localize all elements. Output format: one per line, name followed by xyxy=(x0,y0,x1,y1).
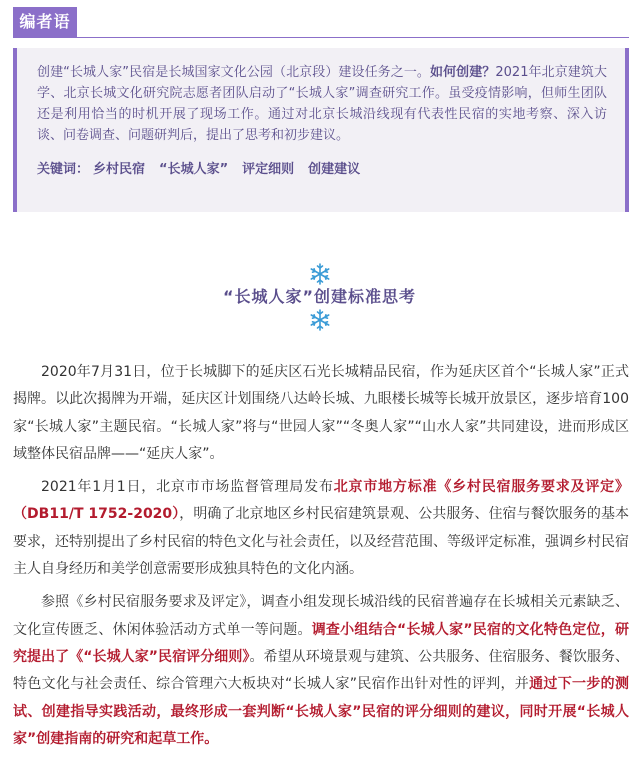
snowflake-icon xyxy=(308,308,332,332)
editor-note-box xyxy=(13,48,629,212)
editor-note-question: 如何创建？ xyxy=(429,65,496,80)
keyword-item: 创建建议 xyxy=(308,162,361,177)
highlight-text: 通过下一步的测试、创建指导实践活动，最终形成一套判断“长城人家”民宿的评分细则的建议，同时开展“长城人家”创建指南的研究和起草工作。 xyxy=(13,676,629,747)
editor-note-tag: 编者语 xyxy=(13,7,77,37)
snowflake-icon xyxy=(308,262,332,286)
keyword-item: 评定细则 xyxy=(242,162,295,177)
paragraph-text: ，明确了北京地区乡村民宿建筑景观、公共服务、住宿与餐饮服务的基本要求，还特别提出了乡村民宿的特色文化与社会责任，以及经营范围、等级评定标准，强调乡村民宿主人自身经历和美学创意需要形成独具特色的文化内涵。 xyxy=(13,506,629,578)
paragraph-text: 。希望从环境景观与建筑、公共服务、住宿服务、餐饮服务、特色文化与社会责任、综合管理六大板块对“长城人家”民宿作出针对性的评判，并 xyxy=(13,648,629,693)
editor-note-intro-1: 创建“长城人家”民宿是长城国家文化公园（北京段）建设任务之一。 xyxy=(37,65,430,80)
article-paragraph xyxy=(13,474,629,583)
keyword-item: “长城人家” xyxy=(159,162,229,177)
article-body xyxy=(13,359,629,759)
section-heading xyxy=(0,262,639,332)
article-paragraph: 2020年7月31日，位于长城脚下的延庆区石光长城精品民宿，作为延庆区首个“长城人家”正式揭牌。以此次揭牌为开端，延庆区计划围绕八达岭长城、九眼楼长城等长城开放景区，逐步培育100家“长城人家”主题民宿。“长城人家”将与“世园人家”“冬奥人家”“山水人家”共同建设，进而形成区域整体民宿品牌——“延庆人家”。 xyxy=(13,364,629,462)
keywords-label: 关键词： xyxy=(37,162,90,177)
editor-note-text xyxy=(37,62,607,146)
article-paragraph xyxy=(13,589,629,753)
keyword-item: 乡村民宿 xyxy=(93,162,146,177)
paragraph-text: 参照《乡村民宿服务要求及评定》，调查小组发现长城沿线的民宿普遍存在长城相关元素缺乏、文化宣传匮乏、休闲体验活动方式单一等问题。 xyxy=(13,594,629,638)
section-title: “长城人家”创建标准思考 xyxy=(222,287,417,306)
editor-note-intro-2: 2021年北京建筑大学、北京长城文化研究院志愿者团队启动了“长城人家”调查研究工作。虽受疫情影响，但师生团队还是利用恰当的时机开展了现场工作。通过对北京长城沿线现有代表性民宿的实地考察、深入访谈、问卷调查、问题研判后，提出了思考和初步建议。 xyxy=(37,65,607,143)
keywords-line xyxy=(37,159,607,180)
paragraph-text: 2021年1月1日，北京市市场监督管理局发布 xyxy=(41,479,334,496)
highlight-text: 北京市地方标准《乡村民宿服务要求及评定》（DB11/T 1752-2020） xyxy=(13,479,629,523)
highlight-text: 调查小组结合“长城人家”民宿的文化特色定位，研究提出了《“长城人家”民宿评分细则》 xyxy=(13,621,629,665)
editor-note-divider xyxy=(13,37,629,38)
